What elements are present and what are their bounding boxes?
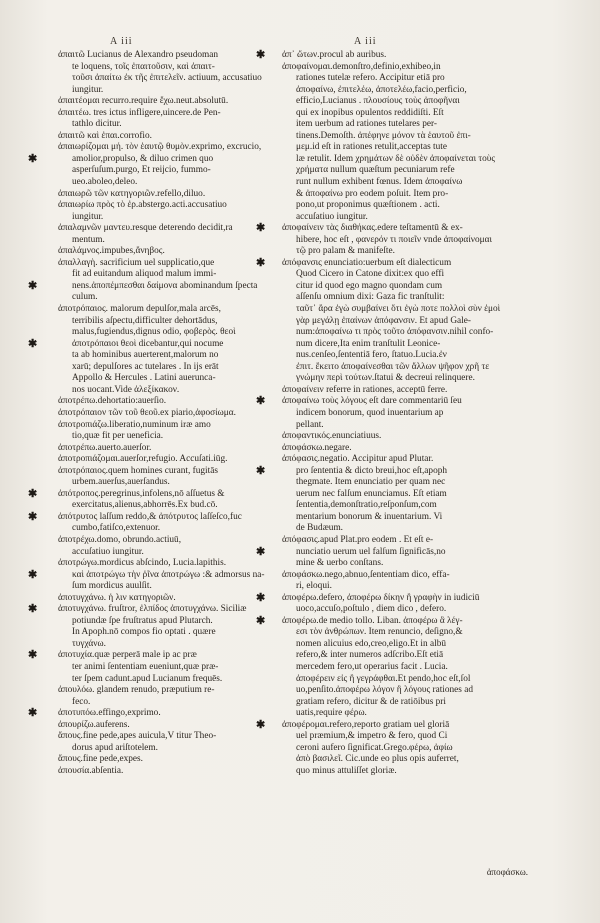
line-text: efficio,Lucianus . πλουσίους τοὺς ἀποφῆναι [296,96,460,107]
text-line [282,96,522,108]
line-text: ueo.aboleo,deleo. [72,177,138,188]
text-line [58,119,296,131]
line-text: ἀπαιωρίζομαι μή. τὸν ἑαυτῷ θυμὸν.exprimo, excrucio, [58,142,262,153]
text-line [58,131,296,143]
line-text: indicem bonorum, quod inuentarium ap [296,407,444,418]
text-line [282,697,522,709]
text-line [256,614,522,628]
text-line [282,142,522,154]
line-text: nunciatio uerum uel falſum ſignificās,no [296,546,446,557]
text-line [58,62,296,74]
text-line [282,304,522,316]
text-line [58,235,296,247]
text-line [282,108,522,120]
text-line [58,362,296,374]
text-line [28,487,296,501]
text-line [58,454,296,466]
text-line [282,535,522,547]
asterisk-marker-icon: ✱ [28,568,38,581]
line-text: thegmate. Item enunciatio per quam nec [296,477,446,488]
text-line [256,464,522,478]
text-line [58,269,296,281]
text-line [282,685,522,697]
left-column [28,50,296,777]
line-text: ἀποφαίνω, ἐπιτελέω, ἀποτελέω,facio,perficio, [296,84,467,95]
line-text: εσι τὸν ἀνθρώπων. Item renuncio, deſigno,& [296,627,463,638]
line-text: ἀπὸ βασιλεῖ. Cic.unde eo plus opis auferret, [296,754,459,765]
line-text: aſſenſu omnium dixi: Gaza fic tranſtulit: [296,292,445,303]
text-line [256,222,522,235]
line-text: pono,ut proponimus quæſtionem . acti. [296,200,440,211]
text-line [28,568,296,582]
text-line [58,292,296,304]
line-text: ἀποτρέπω.dehortatio:auerſio. [58,396,167,407]
asterisk-marker-icon: ✱ [256,545,266,558]
line-text: ſum mordicus auulſit. [72,581,152,592]
line-text: ἀποτυγχάνω. ἡ λιν κατηγοριῶν. [58,592,176,603]
text-line [282,708,522,720]
line-text: ἀπότρυτος laſſum reddo,& ἀπότρυτος laſſeſco,fuc [58,511,242,522]
line-text: ἀποτροπιάζω.liberatio,numinum iræ amo [58,419,211,430]
text-line [58,85,296,97]
line-text: qui ex inopibus opulentos reddidiſti. Eſt [296,107,444,118]
text-line [282,119,522,131]
line-text: mentarium bonorum & inuentarium. Vi [296,511,443,522]
line-text: de Budæum. [296,523,344,534]
text-line [58,477,296,489]
asterisk-marker-icon: ✱ [256,49,266,61]
text-line [58,177,296,189]
text-line [58,743,296,755]
right-column [256,49,522,777]
text-line [282,512,522,524]
line-text: ἀποτρόπαιον τῶν τοῦ θεοῦ.ex piario,ἀφοσίωμα. [58,407,236,418]
line-text: γνώμην περὶ τούτων.ſtatui & decreui relinquere. [296,373,475,384]
text-line [282,558,522,570]
line-text: ἀποτροπιάζομαι.auerſor,refugio. Accuſati.iūg. [58,454,228,465]
line-text: ἀπαιτέομαι recurro.require ἔχω.neut.absolutū. [58,96,229,107]
text-line [58,443,296,455]
text-line [282,189,522,201]
line-text: τῷ pro palam & manifeſte. [296,246,395,257]
line-text: Quod Cicero in Catone dixit:ex quo effi [296,269,445,280]
text-line [282,581,522,593]
line-text: ἀποτρέχω.domo, obrundo.actiuū, [58,534,182,545]
line-text: ἀποφέρομαι.refero,reporto gratiam uel gloriā [282,719,450,730]
text-line [282,327,522,339]
line-text: fit ad euitandum aliquod malum immi- [72,269,217,280]
text-line [282,362,522,374]
text-line [58,73,296,85]
line-text: ἀπαιωρίω πρὸς τὸ ἐρ.abstergo.acti.accusatiuo [58,200,227,211]
text-line [256,49,522,62]
line-text: ἀπόφασις.apud Plat.pro eodem . Et eſt e- [282,534,434,545]
text-line [28,649,296,662]
line-text: potiundæ ſpe fruſtratus apud Plutarch. [72,615,213,626]
line-text: tio,quæ fit per ueneficia. [72,431,164,442]
text-line [28,707,296,720]
text-line [28,337,296,351]
line-text: ri, eloqui. [296,581,332,592]
text-line [58,766,296,778]
line-text: ἀπαιτέω. tres ictus infligere,uincere.de Pen- [58,107,221,118]
text-line [282,131,522,143]
text-line [58,189,296,201]
line-text: τοῦσι ἀπαίτω ἐκ τῆς ἐπιτελεῖν. actiuum, accusatiuo [72,73,262,84]
text-line [282,500,522,512]
text-line [58,316,296,328]
asterisk-marker-icon: ✱ [28,510,38,523]
text-line [282,269,522,281]
line-text: runt nullum exhibent fœnus. Idem ἀποφαίνω [296,177,463,188]
text-line [282,165,522,177]
asterisk-marker-icon: ✱ [28,649,38,662]
text-line [28,152,296,166]
text-line [58,200,296,212]
line-text: mentum. [72,234,105,245]
text-line [282,292,522,304]
line-text: rationes tutelæ refero. Accipitur etiā pro [296,73,445,84]
text-line [58,662,296,674]
line-text: mercedem fero,ut operarius facit . Lucia. [296,661,448,672]
text-line [58,754,296,766]
line-text: ἀπαιτῶ Lucianus de Alexandro pseudoman [58,50,219,60]
line-text: nomen alicuius edo,creo,eligo.Et in albū [296,638,446,649]
line-text: exercitatus,alienus,abhorrēs.Ex bud.cō. [72,500,218,511]
text-line [282,85,522,97]
line-text: ἀπουλόω. glandem renudo, præputium re- [58,685,215,696]
text-line [282,766,522,778]
line-text: uel præmium,& impetro & fero, quod Ci [296,731,448,742]
text-line [28,279,296,293]
text-line [282,246,522,258]
line-text: ceroni aufero ſignificat.Grego.φέρω, ἀφίω [296,742,453,753]
asterisk-marker-icon: ✱ [256,256,266,269]
text-line [58,523,296,535]
line-text: γὰρ μεγάλῃ ἐπαίνων ἀπόφανσιν. Et apud Gale- [296,315,471,326]
asterisk-marker-icon: ✱ [28,707,38,720]
line-text: ter ſpem cadunt.apud Lucianum frequēs. [72,673,223,684]
text-line [58,558,296,570]
text-line [58,581,296,593]
text-line [58,108,296,120]
line-text: ter animi ſententiam eueniunt,quæ præ- [72,661,219,672]
line-text: ἀπουσία.abſentia. [58,765,124,776]
line-text: cumbo,fatiſco,extenuor. [72,523,161,534]
line-text: ἀπαιτῶ καὶ ἐπαι.corrofio. [58,130,152,141]
line-text: ἀπαλαμνῶν μαντευ.resque deterendo decidit,ra [58,223,233,234]
line-text: ἀποτυχία.quæ perperā male ip ac præ [58,650,197,661]
text-line [282,154,522,166]
text-line [282,674,522,686]
text-line [256,591,522,605]
line-text: accuſatiuo iungitur. [296,211,368,222]
text-line [282,431,522,443]
text-line [58,535,296,547]
text-line [58,627,296,639]
line-text: nos uocant.Vide ἀλεξίκακον. [72,384,180,395]
line-text: ἄπους.fine pede,expes. [58,754,143,765]
asterisk-marker-icon: ✱ [28,337,38,350]
text-line [282,385,522,397]
line-text: ἀποτρόπαιοι θεοὶ dicebantur,qui nocume [72,338,224,349]
line-text: quo minus attuliſſet gloriæ. [296,765,397,776]
line-text: uo,penſito.ἀποφέρω λόγον ἢ λόγους rationes ad [296,685,474,696]
asterisk-marker-icon: ✱ [256,464,266,477]
text-line [282,639,522,651]
line-text: ἀπότροπος.peregrinus,infolens,nō aſſuetus & [58,488,225,499]
text-line [256,545,522,559]
text-line [282,570,522,582]
line-text: ἀποτρέπω.auerto.auerſor. [58,442,152,453]
line-text: ἀποφέρειν εἰς ἢ γεγράφθαι.Et pendo,hoc eſt,ſol [296,673,471,684]
line-text: ἀποφέρω.defero, ἀποφέρω δίκην ἢ γραφὴν in iudiciū [282,592,480,603]
line-text: num dicere,Ita enim tranſtulit Leonice- [296,338,441,349]
text-line [282,235,522,247]
line-text: feco. [72,696,91,707]
text-line [28,510,296,524]
text-line [282,316,522,328]
text-line [58,674,296,686]
text-line [282,627,522,639]
asterisk-marker-icon: ✱ [256,222,266,235]
text-line [282,443,522,455]
line-text: pellant. [296,419,324,430]
text-line [256,256,522,270]
line-text: χρήματα nullum quæſtum pecuniarum refe [296,165,455,176]
text-line [282,62,522,74]
running-header-left: A iii [110,36,133,47]
asterisk-marker-icon: ✱ [28,152,38,165]
text-line [58,165,296,177]
asterisk-marker-icon: ✱ [256,614,266,627]
asterisk-marker-icon: ✱ [256,395,266,408]
text-line [58,96,296,108]
text-line [58,408,296,420]
line-text: ἀπόφανσις enunciatio:uerbum eſt dialecticum [282,257,452,268]
line-text: tinens.Demoſth. ἀπέφηνε μόνον τὰ ἑαυτοῦ ἐπι- [296,130,471,141]
line-text: ἀπ᾽ ὤτων.procul ab auribus. [282,50,387,60]
line-text: ta ab hominibus auerterent,malorum no [72,350,219,361]
asterisk-marker-icon: ✱ [256,718,266,731]
text-line [58,142,296,154]
line-text: τυγχάνω. [72,638,106,649]
line-text: ἀποτρόπαιος.quem homines curant, fugitās [58,465,218,476]
line-text: ἄπους.fine pede,apes auicula,V titur Theo- [58,731,217,742]
text-line [282,489,522,501]
line-text: ἀποφαίνειν referre in rationes, acceptū ferre. [282,384,448,395]
asterisk-marker-icon: ✱ [28,603,38,616]
line-text: urbem.auerſus,auerſandus. [72,477,170,488]
text-line [282,662,522,674]
asterisk-marker-icon: ✱ [28,279,38,292]
line-text: læ retulit. Idem χρημάτων δὲ οὐδὲν ἀποφαίνεται τοὺς [296,153,496,164]
line-text: malus,fugiendus,dignus odio, φοβερὸς. θεοὶ [72,327,236,338]
line-text: terribilis aſpectu,difficulter dehortādus, [72,315,218,326]
text-line [58,431,296,443]
text-line [282,281,522,293]
line-text: ἀπαιωρῶ τῶν κατηγοριῶν.refello,diluo. [58,188,206,199]
line-text: nus.cenſeo,ſententiā fero, ſtatuo.Lucia.ἐν [296,350,447,361]
text-line [282,754,522,766]
line-text: uoco,accuſo,poſtulo , diem dico , defero. [296,604,447,615]
line-text: gratiam refero, dicitur & de ratiōibus pri [296,696,446,707]
line-text: hibere, hoc eſt , φανερόν τι ποιεῖν vnde ἀποφαίνομαι [296,234,492,245]
line-text: mine & uerbo conſtans. [296,558,384,569]
text-line [58,373,296,385]
line-text: ἀπαλλαγὴ. sacrificium uel supplicatio,que [58,257,215,268]
line-text: ἀποφάσκω.nego,abnuo,ſententiam dico, effa- [282,569,450,580]
line-text: ἐπιτ. ἔκειτο ἀποφαίνεσθαι τῶν ἄλλων ψῆφον χρῆ τε [296,361,490,372]
line-text: καὶ ἀποτρώγω τὴν ῥῖνα ἀποτρώγω :& admorsus na- [72,569,265,580]
text-line [58,304,296,316]
text-line [58,420,296,432]
text-line [282,454,522,466]
line-text: μεμ.id eſt in rationes retulit,acceptas tute [296,142,447,153]
running-header-right: A iii [354,36,377,47]
line-text: amolior,propulso, & diluo crimen quo [72,153,214,164]
asterisk-marker-icon: ✱ [28,487,38,500]
text-line [256,395,522,408]
text-line [282,339,522,351]
text-line [282,523,522,535]
line-text: ἀποτρόπαιος. malorum depulſor,mala arcēs, [58,304,221,315]
line-text: ἀποτρώγω.mordicus abſcindo, Lucia.lapithis. [58,558,227,569]
line-text: asperſuſum.purgo, Et reijcio, fummo- [72,165,211,176]
line-text: xarū; depulſores ac tutelares . In ijs erāt [72,361,219,372]
text-line [58,350,296,362]
text-line [282,212,522,224]
line-text: In Apoph.nō compos fio optati . quære [72,627,216,638]
text-line [282,743,522,755]
line-text: ſententia,demonſtratio,reſponſum,com [296,500,437,511]
text-line [58,697,296,709]
line-text: ἀποφαίνειν τὰς διαθήκας.edere teſtamentū & ex- [282,223,463,234]
line-text: iungitur. [72,211,104,222]
text-line [282,604,522,616]
text-line [282,350,522,362]
line-text: ἀπόφασις.negatio. Accipitur apud Plutar. [282,454,434,465]
text-line [282,73,522,85]
catchword: ἀποφάσκω. [486,867,528,877]
line-text: culum. [72,292,98,303]
line-text: item uerbum ad rationes tutelares per- [296,119,438,130]
line-text: ἀποτυπόω.effingo,exprimo. [58,708,161,719]
text-line [282,177,522,189]
text-line [282,731,522,743]
line-text: te loquens, τοῖς ἐπαιτοῦσιν, καὶ ἀπαιτ- [72,61,215,72]
line-text: & ἀποφαίνω pro eodem poſuit. Item pro- [296,188,449,199]
line-text: accuſatiuo iungitur. [72,546,144,557]
line-text: ταῦτ᾽ ἄρα ἐγὼ συμβαίνει ὅτι ἐγὼ ποτε πολλοὶ σὺν ἐμοὶ [296,304,501,315]
line-text: citur id quod ego magno quondam cum [296,280,443,291]
text-line [282,408,522,420]
asterisk-marker-icon: ✱ [256,591,266,604]
line-text: iungitur. [72,84,104,95]
text-line [58,500,296,512]
text-line [282,477,522,489]
line-text: nens.ἀποπέμπεσθαι δαίμονα abominandum ſpecta [72,280,258,291]
line-text: num:ἀποφαίνω τι πρὸς τοῦτο ἀπόφανσιν.nihil confo- [296,327,494,338]
line-text: ἀπαλάμνος.impubes,ἄνηβος. [58,246,165,257]
line-text: ἀποφάσκω.negare. [282,442,352,453]
text-line [282,650,522,662]
text-line [58,685,296,697]
line-text: refero,& inter numeros adſcribo.Eſt etiā [296,650,444,661]
text-line [282,373,522,385]
line-text: ἀποφαίνω τοὺς λόγους eſt dare commentariū ſeu [282,396,462,407]
line-text: ἀποφαντικός.enunciatiuus. [282,431,382,442]
text-line [58,327,296,339]
text-line [256,718,522,732]
line-text: dorus apud ariſtotelem. [72,742,158,753]
line-text: uatis,require φέρω. [296,708,367,719]
line-text: tathlo dicitur. [72,119,122,130]
line-text: ἀποφέρω.de medio tollo. Liban. ἀποφέρω ἃ λέγ- [282,615,463,626]
text-line [282,200,522,212]
line-text: ἀποτυγχάνω. fruſtror, ἐλπίδος ἀποτυγχάνω. Siciliæ [58,604,247,615]
text-line [58,731,296,743]
text-line [58,639,296,651]
line-text: Appollo & Hercules . Latini auerunca- [72,373,216,384]
line-text: ἀπουρίζω.auferens. [58,719,130,730]
text-line [282,420,522,432]
line-text: ἀποφαίνομαι.demonſtro,definio,exhibeo,in [282,61,441,72]
line-text: uerum nec falſum enunciamus. Eſt etiam [296,488,447,499]
line-text: pro ſententia & dicto breui,hoc eſt,apoph [296,465,448,476]
